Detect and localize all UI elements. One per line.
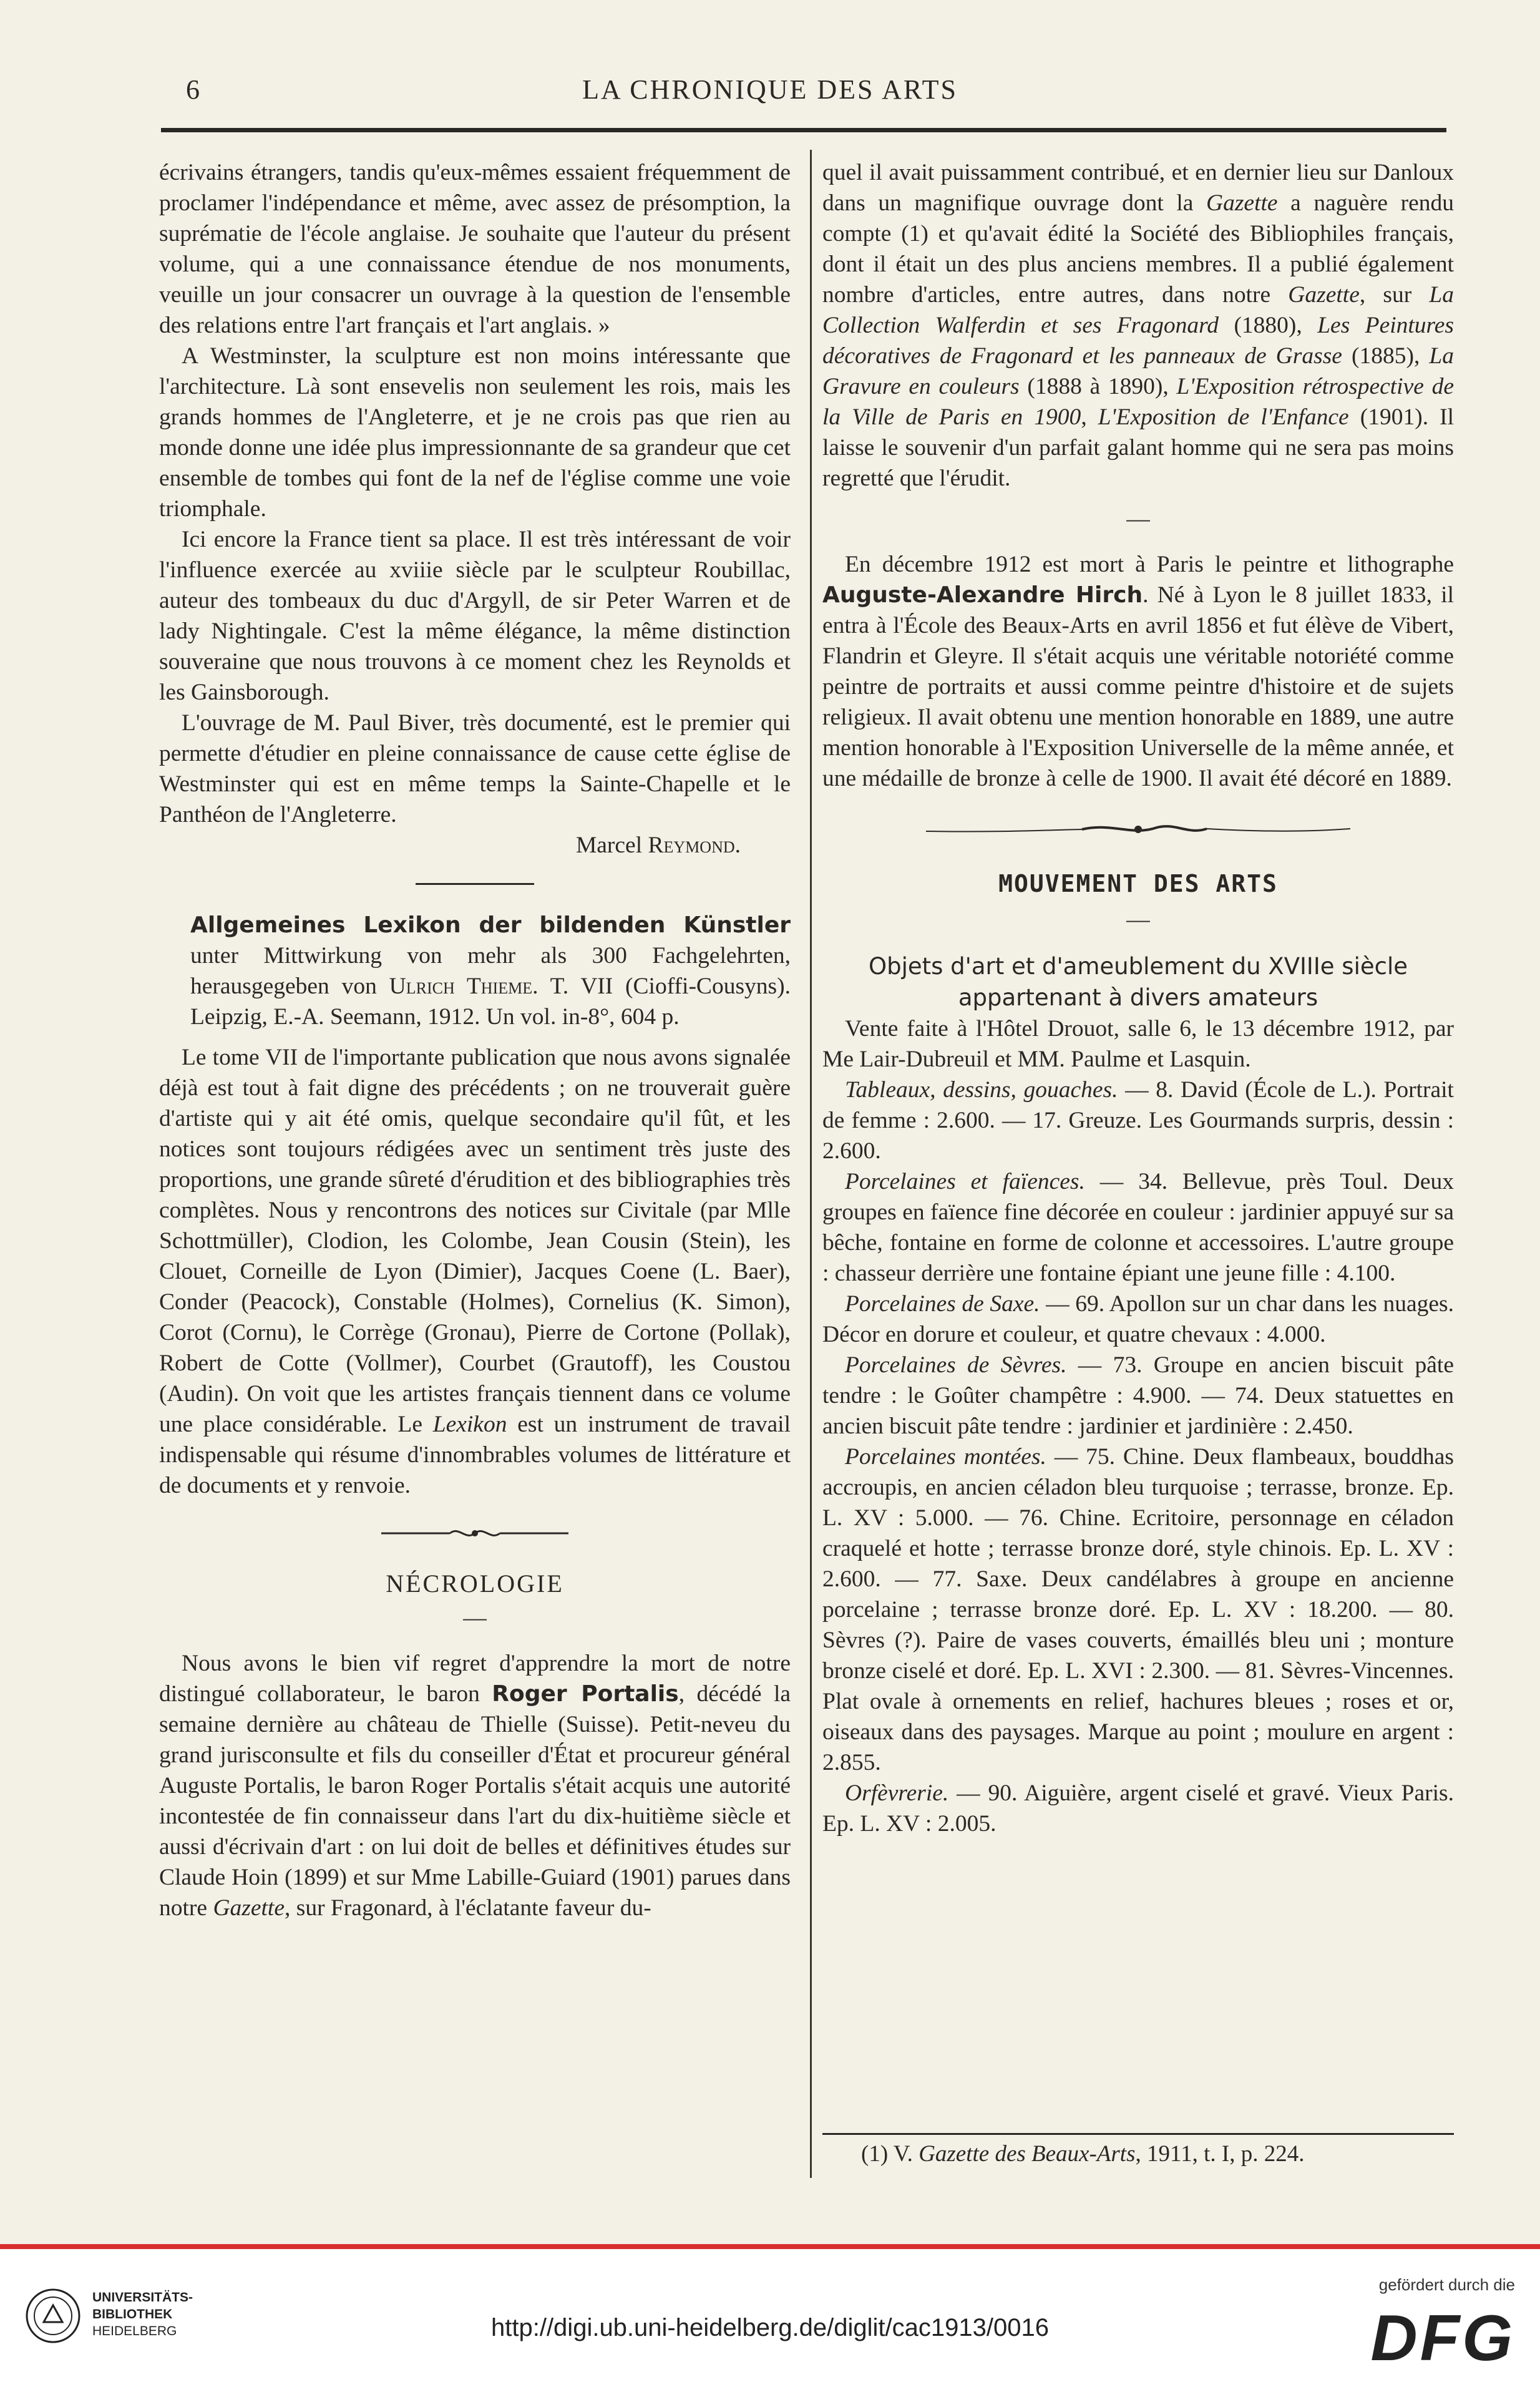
column-divider — [810, 150, 812, 2178]
sale-tableaux: Tableaux, dessins, gouaches. — 8. David (École de L.). Portrait de femme : 2.600. — 17. Greuze. Les Gourmands surpris, dessin : 2.600. — [822, 1077, 1454, 1164]
dash-separator: — — [1126, 907, 1150, 932]
university-name: UNIVERSITÄTS- BIBLIOTHEK HEIDELBERG — [92, 2290, 193, 2338]
dash-separator: — — [463, 1605, 487, 1631]
dfg-logo: DFG — [1370, 2302, 1515, 2375]
westminster-text-p3: Ici encore la France tient sa place. Il est très intéressant de voir l'influence exercée au xviiie siècle par le sculpteur Roubillac, auteur des tombeaux du duc d'Argyll, de sir Peter Warren et de lady Nightingale. C'est la même élégance, la même distinction souveraine que nous trouvons à ce moment chez les Reynolds et les Gainsborough. — [159, 527, 791, 705]
ornament-divider — [926, 821, 1350, 837]
necrologie-title: NÉCROLOGIE — [386, 1569, 564, 1598]
signature: Marcel Reymond. — [575, 832, 741, 858]
westminster-text-p4: L'ouvrage de M. Paul Biver, très documenté, est le premier qui permette d'étudier en pleine connaissance de cause cette église de Westminster qui est en même temps la Sainte-Chapelle et le Panthéon de l'Angleterre. — [159, 710, 791, 827]
person-name: Roger Portalis — [492, 1681, 679, 1707]
source-url-link[interactable]: http://digi.ub.uni-heidelberg.de/diglit/cac1913/0016 — [491, 2314, 1049, 2341]
left-column — [159, 157, 791, 1923]
footnote-rule — [822, 2133, 1454, 2135]
sale-montees: Porcelaines montées. — 75. Chine. Deux flambeaux, bouddhas accroupis, en ancien céladon bleu turquoise ; terrasse, bronze. Ep. L. XV : 5.000. — 76. Chine. Ecritoire, personnage en céladon craquelé et hotte ; terrasse bronze doré, style chinois. Ep. L. XV : 2.600. — 77. Saxe. Deux candélabres à groupe en ancienne porcelaine ; terrasse bronze doré. Ep. L. XV : 18.200. — 80. Sèvres (?). Paire de vases couverts, émaillés bleu uni ; monture bronze ciselé et doré. Ep. L. XVI : 2.300. — 81. Sèvres-Vincennes. Plat ovale à ornements en relief, hachures bleues ; roses et or, oiseaux dans des paysages. Marque au point ; moulure en argent : 2.855. — [822, 1444, 1455, 1775]
sale-saxe: Porcelaines de Saxe. — 69. Apollon sur un char dans les nuages. Décor en dorure et couleur, et quatre chevaux : 4.000. — [822, 1291, 1455, 1347]
necrologie-continued: quel il avait puissamment contribué, et en dernier lieu sur Danloux dans un magnifique ouvrage dont la Gazette a naguère rendu compte (1) et qu'avait édité la Société des Bibliophiles français, dont il était un des plus anciens membres. Il a publié également nombre d'articles, entre autres, dans notre Gazette, sur La Collection Walferdin et ses Fragonard (1880), Les Peintures décoratives de Fragonard et les panneaux de Grasse (1885), La Gravure en couleurs (1888 à 1890), L'Exposition rétrospective de la Ville de Paris en 1900, L'Exposition de l'Enfance (1901). Il laisse le souvenir d'un parfait galant homme qui ne sera pas moins regretté que l'érudit. — [822, 160, 1454, 491]
ornament-divider — [381, 1526, 568, 1541]
westminster-text-p2: A Westminster, la sculpture est non moins intéressante que l'architecture. Là sont ensevelis non seulement les rois, mais les grands hommes de l'Angleterre, et je ne crois pas que rien au monde donne une idée plus impressionnante de sa grandeur que cet ensemble de tombes qui font de la nef de l'église comme une voie triomphale. — [159, 343, 791, 522]
necrologie-hirch: En décembre 1912 est mort à Paris le peintre et lithographe Auguste-Alexandre Hirch. Né à Lyon le 8 juillet 1833, il entra à l'École des Beaux-Arts en avril 1856 et fut élève de Vibert, Flandrin et Gleyre. Il s'était acquis une véritable notoriété comme peintre de portraits et aussi comme peintre d'histoire et de sujets religieux. Il avait obtenu une mention honorable en 1889, une autre mention honorable à l'Exposition Universelle de la même année, et une médaille de bronze à celle de 1900. Il avait été décoré en 1889. — [822, 552, 1454, 791]
sale-orfevrerie: Orfèvrerie. — 90. Aiguière, argent ciselé et gravé. Vieux Paris. Ep. L. XV : 2.005. — [822, 1780, 1454, 1837]
section-separator — [416, 883, 534, 885]
sale-sevres: Porcelaines de Sèvres. — 73. Groupe en ancien biscuit pâte tendre : le Goûter champêtre : 4.900. — 74. Deux statuettes en ancien biscuit pâte tendre : jardinier et jardinière : 2.450. — [822, 1352, 1454, 1439]
footer-accent-line — [0, 2244, 1540, 2249]
funded-by-label: gefördert durch die — [1378, 2275, 1515, 2294]
sale-subtitle: Objets d'art et d'ameublement du XVIIIe siècle appartenant à divers amateurs — [868, 953, 1408, 1011]
dash-separator: — — [1126, 506, 1150, 532]
review-title: Allgemeines Lexikon der bildenden Künstler — [190, 912, 791, 938]
page-number: 6 — [186, 74, 200, 105]
digitization-footer — [0, 2244, 1540, 2382]
footnote: (1) V. Gazette des Beaux-Arts, 1911, t. I, p. 224. — [861, 2141, 1305, 2167]
header-rule — [161, 128, 1446, 132]
person-name: Auguste-Alexandre Hirch — [822, 582, 1143, 608]
review-header: Allgemeines Lexikon der bildenden Künstler unter Mittwirkung von mehr als 300 Fachgelehrten, herausgegeben von Ulrich Thieme. T. VII (Cioffi-Cousyns). Leipzig, E.-A. Seemann, 1912. Un vol. in-8°, 604 p. — [190, 912, 791, 1030]
review-editor: Ulrich Thieme — [389, 974, 533, 999]
mouvement-title: MOUVEMENT DES ARTS — [998, 870, 1278, 897]
journal-title: LA CHRONIQUE DES ARTS — [582, 74, 958, 105]
right-column — [822, 157, 1454, 1839]
necrologie-portalis: Nous avons le bien vif regret d'apprendre la mort de notre distingué collaborateur, le baron Roger Portalis, décédé la semaine dernière au château de Thielle (Suisse). Petit-neveu du grand jurisconsulte et fils du conseiller d'État et procureur général Auguste Portalis, le baron Roger Portalis s'était acquis une autorité incontestée de fin connaisseur dans l'art du dix-huitième siècle et aussi d'écrivain d'art : on lui doit de belles et définitives études sur Claude Hoin (1899) et sur Mme Labille-Guiard (1901) parues dans notre Gazette, sur Fragonard, à l'éclatante faveur du- — [159, 1651, 791, 1921]
review-text: Le tome VII de l'importante publication que nous avons signalée déjà est tout à fait digne des précédents ; on ne trouverait guère d'artiste qui y ait été omis, quelque secondaire qu'il fût, et les notices sont toujours rédigées avec un sentiment très juste des proportions, une grande sûreté d'érudition et des bibliographies très complètes. Nous y rencontrons des notices sur Civitale (par Mlle Schottmüller), Clodion, les Colombe, Jean Cousin (Stein), les Clouet, Corneille de Lyon (Dimier), Jacques Coene (L. Baer), Conder (Peacock), Constable (Holmes), Cornelius (K. Simon), Corot (Cornu), le Corrège (Gronau), Pierre de Cortone (Pollak), Robert de Cotte (Vollmer), Courbet (Grautoff), les Coustou (Audin). On voit que les artistes français tiennent dans ce volume une place considérable. Le Lexikon est un instrument de travail indispensable qui résume d'innombrables volumes de littérature et de documents et y renvoie. — [159, 1045, 791, 1498]
sale-intro: Vente faite à l'Hôtel Drouot, salle 6, le 13 décembre 1912, par Me Lair-Dubreuil et MM. Paulme et Lasquin. — [822, 1016, 1454, 1072]
westminster-text-p1: écrivains étrangers, tandis qu'eux-mêmes essaient fréquemment de proclamer l'indépendance et même, avec assez de présomption, la suprématie de l'école anglaise. Je souhaite que l'auteur du présent volume, qui a une connaissance étendue de nos monuments, veuille un jour consacrer un ouvrage à la question de l'ensemble des relations entre l'art français et l'art anglais. » — [159, 160, 791, 338]
sale-faiences: Porcelaines et faïences. — 34. Bellevue, près Toul. Deux groupes en faïence fine décorée en couleur : jardinier appuyé sur sa bêche, fontaine en forme de colonne et accessoires. L'autre groupe : chasseur derrière une fontaine épiant une jeune fille : 4.100. — [822, 1169, 1454, 1286]
